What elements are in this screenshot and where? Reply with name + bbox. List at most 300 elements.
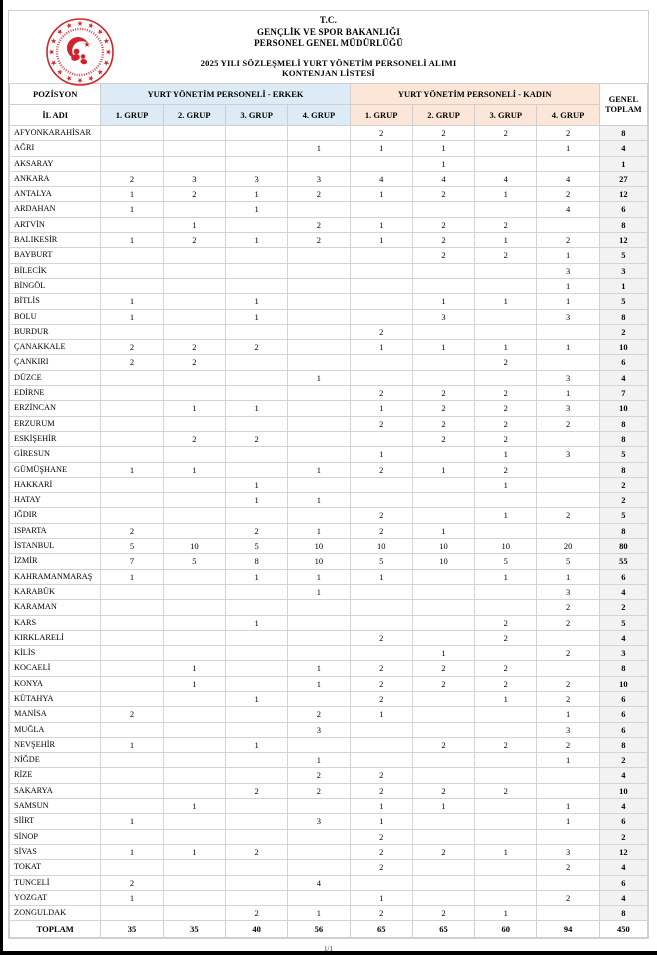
table-row [10, 554, 648, 569]
quota-cell: 2 [475, 676, 537, 691]
table-row [10, 248, 648, 263]
totals-row [10, 921, 648, 938]
quota-cell: 2 [412, 844, 474, 859]
document-title [9, 58, 648, 79]
quota-cell [225, 600, 287, 615]
quota-cell [350, 493, 412, 508]
quota-cell: 7 [101, 554, 163, 569]
province-name-cell: ERZİNCAN [10, 401, 101, 416]
table-row [10, 615, 648, 630]
quota-cell [101, 783, 163, 798]
quota-cell [101, 768, 163, 783]
table-row [10, 462, 648, 477]
quota-cell [412, 707, 474, 722]
province-name-cell: KARABÜK [10, 584, 101, 599]
province-name-cell: TUNCELİ [10, 875, 101, 890]
quota-cell [412, 569, 474, 584]
page-number: 1/1 [324, 945, 333, 953]
row-total-cell: 10 [599, 340, 647, 355]
quota-cell: 1 [288, 584, 350, 599]
quota-cell: 1 [163, 401, 225, 416]
quota-cell: 1 [225, 202, 287, 217]
row-total-cell: 6 [599, 722, 647, 737]
quota-cell: 1 [475, 569, 537, 584]
quota-cell: 4 [475, 171, 537, 186]
subheader-erkek-4: 4. GRUP [288, 105, 350, 126]
table-row [10, 171, 648, 186]
quota-cell [225, 584, 287, 599]
quota-cell [163, 783, 225, 798]
row-total-cell: 2 [599, 600, 647, 615]
row-total-cell: 10 [599, 676, 647, 691]
quota-cell [475, 493, 537, 508]
quota-cell [225, 890, 287, 905]
province-name-cell: MANİSA [10, 707, 101, 722]
quota-cell [163, 477, 225, 492]
row-total-cell: 2 [599, 324, 647, 339]
quota-cell [475, 202, 537, 217]
row-total-cell: 12 [599, 233, 647, 248]
subheader-kadin-3: 3. GRUP [475, 105, 537, 126]
document-title-line2: KONTENJAN LİSTESİ [282, 68, 375, 78]
quota-cell [225, 386, 287, 401]
quota-cell [101, 156, 163, 171]
group-header-erkek: YURT YÖNETİM PERSONELİ - ERKEK [101, 84, 350, 105]
row-total-cell: 1 [599, 278, 647, 293]
row-total-cell: 1 [599, 156, 647, 171]
quota-cell: 2 [475, 416, 537, 431]
subheader-erkek-2: 2. GRUP [163, 105, 225, 126]
province-name-cell: SİVAS [10, 844, 101, 859]
quota-cell: 2 [225, 844, 287, 859]
quota-cell: 2 [537, 233, 599, 248]
quota-cell [225, 508, 287, 523]
quota-cell [288, 386, 350, 401]
quota-cell: 2 [101, 171, 163, 186]
quota-cell: 1 [412, 156, 474, 171]
row-total-cell: 12 [599, 187, 647, 202]
row-total-cell: 3 [599, 263, 647, 278]
quota-cell [537, 875, 599, 890]
province-name-cell: KİLİS [10, 646, 101, 661]
quota-cell: 2 [350, 386, 412, 401]
quota-cell [475, 584, 537, 599]
quota-cell [163, 416, 225, 431]
quota-cell: 2 [350, 783, 412, 798]
table-row [10, 799, 648, 814]
quota-cell [412, 768, 474, 783]
quota-cell [288, 431, 350, 446]
quota-cell [350, 584, 412, 599]
quota-cell: 1 [537, 814, 599, 829]
quota-cell: 3 [537, 401, 599, 416]
quota-cell: 2 [288, 768, 350, 783]
row-total-cell: 8 [599, 737, 647, 752]
quota-cell [163, 508, 225, 523]
quota-cell [412, 355, 474, 370]
table-row [10, 844, 648, 859]
quota-cell: 2 [350, 676, 412, 691]
quota-cell: 2 [412, 737, 474, 752]
quota-cell: 1 [163, 676, 225, 691]
quota-cell [101, 508, 163, 523]
row-total-cell: 2 [599, 493, 647, 508]
quota-cell [475, 814, 537, 829]
quota-cell [350, 355, 412, 370]
province-name-cell: KÜTAHYA [10, 691, 101, 706]
table-row [10, 324, 648, 339]
table-row [10, 676, 648, 691]
quota-cell [475, 156, 537, 171]
province-name-cell: AFYONKARAHİSAR [10, 126, 101, 141]
table-row [10, 523, 648, 538]
quota-cell: 2 [475, 401, 537, 416]
state-abbrev: T.C. [319, 15, 338, 25]
province-name-cell: ÇANKIRI [10, 355, 101, 370]
quota-cell [475, 600, 537, 615]
table-row [10, 278, 648, 293]
table-row [10, 829, 648, 844]
quota-cell: 2 [350, 324, 412, 339]
quota-cell: 1 [101, 233, 163, 248]
quota-cell: 5 [537, 554, 599, 569]
row-total-cell: 2 [599, 477, 647, 492]
quota-cell: 1 [101, 737, 163, 752]
quota-cell [225, 707, 287, 722]
quota-cell [288, 844, 350, 859]
quota-cell [350, 370, 412, 385]
row-total-cell: 6 [599, 202, 647, 217]
table-header [10, 84, 648, 126]
quota-cell: 1 [288, 493, 350, 508]
quota-cell: 2 [475, 783, 537, 798]
row-total-cell: 6 [599, 355, 647, 370]
quota-cell: 1 [537, 753, 599, 768]
quota-cell [288, 324, 350, 339]
province-name-cell: BOLU [10, 309, 101, 324]
quota-cell [225, 370, 287, 385]
quota-cell: 3 [537, 309, 599, 324]
quota-cell: 3 [288, 722, 350, 737]
quota-cell [163, 141, 225, 156]
quota-cell [475, 890, 537, 905]
quota-cell: 1 [101, 814, 163, 829]
quota-cell: 1 [225, 294, 287, 309]
quota-cell: 2 [537, 691, 599, 706]
quota-cell [475, 324, 537, 339]
province-name-cell: İSTANBUL [10, 539, 101, 554]
quota-cell: 2 [412, 187, 474, 202]
quota-cell [225, 447, 287, 462]
row-total-cell: 8 [599, 906, 647, 921]
quota-cell [225, 248, 287, 263]
quota-cell: 1 [101, 309, 163, 324]
quota-cell [101, 691, 163, 706]
quota-cell: 1 [163, 844, 225, 859]
quota-cell [475, 523, 537, 538]
quota-cell: 20 [537, 539, 599, 554]
table-row [10, 340, 648, 355]
quota-cell [225, 324, 287, 339]
quota-cell: 2 [163, 355, 225, 370]
quota-cell [350, 615, 412, 630]
quota-cell [412, 829, 474, 844]
quota-cell [288, 126, 350, 141]
quota-cell: 1 [225, 187, 287, 202]
province-name-cell: YOZGAT [10, 890, 101, 905]
quota-cell [288, 294, 350, 309]
quota-cell [412, 875, 474, 890]
quota-cell [225, 768, 287, 783]
province-name-cell: İZMİR [10, 554, 101, 569]
quota-cell: 2 [288, 217, 350, 232]
quota-cell: 2 [350, 768, 412, 783]
quota-cell: 3 [288, 814, 350, 829]
quota-cell: 1 [537, 294, 599, 309]
quota-cell: 5 [225, 539, 287, 554]
quota-cell [163, 447, 225, 462]
quota-cell: 1 [163, 217, 225, 232]
quota-cell: 1 [412, 523, 474, 538]
province-name-cell: KIRKLARELİ [10, 630, 101, 645]
quota-cell: 2 [225, 340, 287, 355]
quota-cell: 2 [225, 523, 287, 538]
quota-cell [350, 477, 412, 492]
quota-cell [475, 370, 537, 385]
quota-cell: 2 [412, 676, 474, 691]
quota-cell [101, 722, 163, 737]
quota-cell [475, 646, 537, 661]
letterhead-text [9, 15, 648, 79]
quota-cell: 2 [537, 187, 599, 202]
quota-cell [475, 263, 537, 278]
quota-cell: 1 [350, 187, 412, 202]
quota-cell [225, 126, 287, 141]
quota-cell [163, 890, 225, 905]
province-name-cell: BAYBURT [10, 248, 101, 263]
quota-cell: 5 [350, 554, 412, 569]
quota-cell [101, 676, 163, 691]
quota-cell: 4 [412, 171, 474, 186]
quota-cell: 3 [163, 171, 225, 186]
quota-cell [288, 278, 350, 293]
quota-cell [225, 676, 287, 691]
quota-cell [101, 860, 163, 875]
quota-cell: 3 [225, 171, 287, 186]
position-header: POZİSYON [10, 84, 101, 105]
quota-cell: 2 [225, 783, 287, 798]
quota-cell [163, 370, 225, 385]
quota-cell: 2 [350, 661, 412, 676]
total-kadin-2: 65 [412, 921, 474, 938]
quota-cell [225, 416, 287, 431]
quota-cell: 1 [288, 569, 350, 584]
quota-cell [163, 324, 225, 339]
quota-cell: 1 [350, 447, 412, 462]
quota-cell [101, 263, 163, 278]
quota-cell: 2 [412, 416, 474, 431]
province-name-cell: KONYA [10, 676, 101, 691]
quota-cell: 2 [101, 523, 163, 538]
quota-cell: 1 [475, 294, 537, 309]
header-row-subgroups [10, 105, 648, 126]
quota-cell [288, 309, 350, 324]
table-row [10, 217, 648, 232]
row-total-cell: 6 [599, 707, 647, 722]
quota-cell [288, 202, 350, 217]
quota-cell: 2 [288, 783, 350, 798]
table-row [10, 508, 648, 523]
quota-cell: 1 [537, 340, 599, 355]
quota-cell: 1 [101, 844, 163, 859]
quota-cell: 1 [537, 141, 599, 156]
quota-cell [225, 753, 287, 768]
quota-cell: 1 [537, 707, 599, 722]
row-total-cell: 6 [599, 814, 647, 829]
quota-cell [288, 447, 350, 462]
quota-cell [412, 584, 474, 599]
quota-cell: 1 [225, 691, 287, 706]
total-erkek-1: 35 [101, 921, 163, 938]
quota-cell: 1 [101, 202, 163, 217]
table-row [10, 493, 648, 508]
province-name-cell: RİZE [10, 768, 101, 783]
table-row [10, 600, 648, 615]
table-row [10, 401, 648, 416]
province-name-cell: ESKİŞEHİR [10, 431, 101, 446]
quota-cell [101, 600, 163, 615]
quota-cell [225, 860, 287, 875]
quota-cell: 2 [350, 630, 412, 645]
quota-cell: 1 [288, 462, 350, 477]
quota-cell [101, 431, 163, 446]
quota-cell: 1 [412, 646, 474, 661]
quota-cell [350, 600, 412, 615]
row-total-cell: 8 [599, 309, 647, 324]
quota-cell: 2 [412, 386, 474, 401]
quota-cell: 2 [475, 630, 537, 645]
row-total-cell: 8 [599, 661, 647, 676]
quota-cell [475, 278, 537, 293]
row-total-cell: 6 [599, 691, 647, 706]
quota-cell: 2 [350, 508, 412, 523]
quota-cell [163, 202, 225, 217]
quota-cell: 2 [412, 248, 474, 263]
province-name-cell: NEVŞEHİR [10, 737, 101, 752]
quota-cell [475, 860, 537, 875]
quota-cell: 1 [412, 799, 474, 814]
quota-cell: 1 [225, 615, 287, 630]
quota-cell [288, 263, 350, 278]
quota-cell [101, 477, 163, 492]
quota-cell [412, 860, 474, 875]
table-row [10, 416, 648, 431]
quota-cell: 2 [537, 860, 599, 875]
quota-cell [225, 722, 287, 737]
province-name-cell: KARAMAN [10, 600, 101, 615]
province-name-cell: SAKARYA [10, 783, 101, 798]
province-name-cell: BİNGÖL [10, 278, 101, 293]
quota-cell: 10 [350, 539, 412, 554]
table-row [10, 233, 648, 248]
quota-cell [475, 722, 537, 737]
quota-cell: 1 [350, 233, 412, 248]
quota-cell: 3 [537, 844, 599, 859]
quota-cell [537, 324, 599, 339]
quota-cell: 1 [412, 294, 474, 309]
quota-cell [350, 202, 412, 217]
quota-cell [288, 416, 350, 431]
province-name-cell: HATAY [10, 493, 101, 508]
province-name-cell: ÇANAKKALE [10, 340, 101, 355]
quota-cell [163, 386, 225, 401]
quota-cell: 1 [225, 477, 287, 492]
quota-cell: 2 [475, 126, 537, 141]
row-total-cell: 55 [599, 554, 647, 569]
quota-cell: 3 [537, 447, 599, 462]
row-total-cell: 4 [599, 860, 647, 875]
subheader-kadin-2: 2. GRUP [412, 105, 474, 126]
row-total-cell: 4 [599, 630, 647, 645]
quota-cell: 2 [412, 233, 474, 248]
table-row [10, 447, 648, 462]
quota-cell [225, 217, 287, 232]
quota-cell: 2 [163, 233, 225, 248]
quota-cell [288, 401, 350, 416]
quota-cell: 1 [225, 493, 287, 508]
table-row [10, 431, 648, 446]
quota-cell: 1 [225, 569, 287, 584]
row-total-cell: 2 [599, 753, 647, 768]
quota-cell: 2 [537, 416, 599, 431]
quota-cell: 1 [350, 707, 412, 722]
quota-cell [350, 156, 412, 171]
quota-cell [225, 355, 287, 370]
quota-cell [288, 646, 350, 661]
quota-cell [225, 278, 287, 293]
quota-cell: 1 [475, 508, 537, 523]
row-total-cell: 4 [599, 141, 647, 156]
quota-cell [225, 814, 287, 829]
quota-cell: 2 [350, 462, 412, 477]
quota-cell [537, 768, 599, 783]
document-title-line1: 2025 YILI SÖZLEŞMELİ YURT YÖNETİM PERSONELİ ALIMI [200, 57, 457, 68]
quota-cell: 1 [537, 278, 599, 293]
quota-cell [537, 355, 599, 370]
table-row [10, 906, 648, 921]
quota-cell: 2 [163, 431, 225, 446]
quota-cell [350, 875, 412, 890]
table-row [10, 370, 648, 385]
quota-cell: 1 [350, 401, 412, 416]
quota-cell [225, 630, 287, 645]
quota-cell: 1 [288, 676, 350, 691]
row-total-cell: 4 [599, 370, 647, 385]
row-total-cell: 4 [599, 799, 647, 814]
quota-cell: 3 [537, 370, 599, 385]
quota-cell [288, 630, 350, 645]
quota-cell: 1 [288, 661, 350, 676]
province-name-cell: SİİRT [10, 814, 101, 829]
quota-cell [225, 462, 287, 477]
quota-cell [163, 278, 225, 293]
province-name-cell: TOKAT [10, 860, 101, 875]
scan-edge-left [0, 0, 3, 955]
quota-cell: 10 [475, 539, 537, 554]
quota-cell: 1 [475, 187, 537, 202]
quota-cell [101, 217, 163, 232]
quota-cell [163, 615, 225, 630]
